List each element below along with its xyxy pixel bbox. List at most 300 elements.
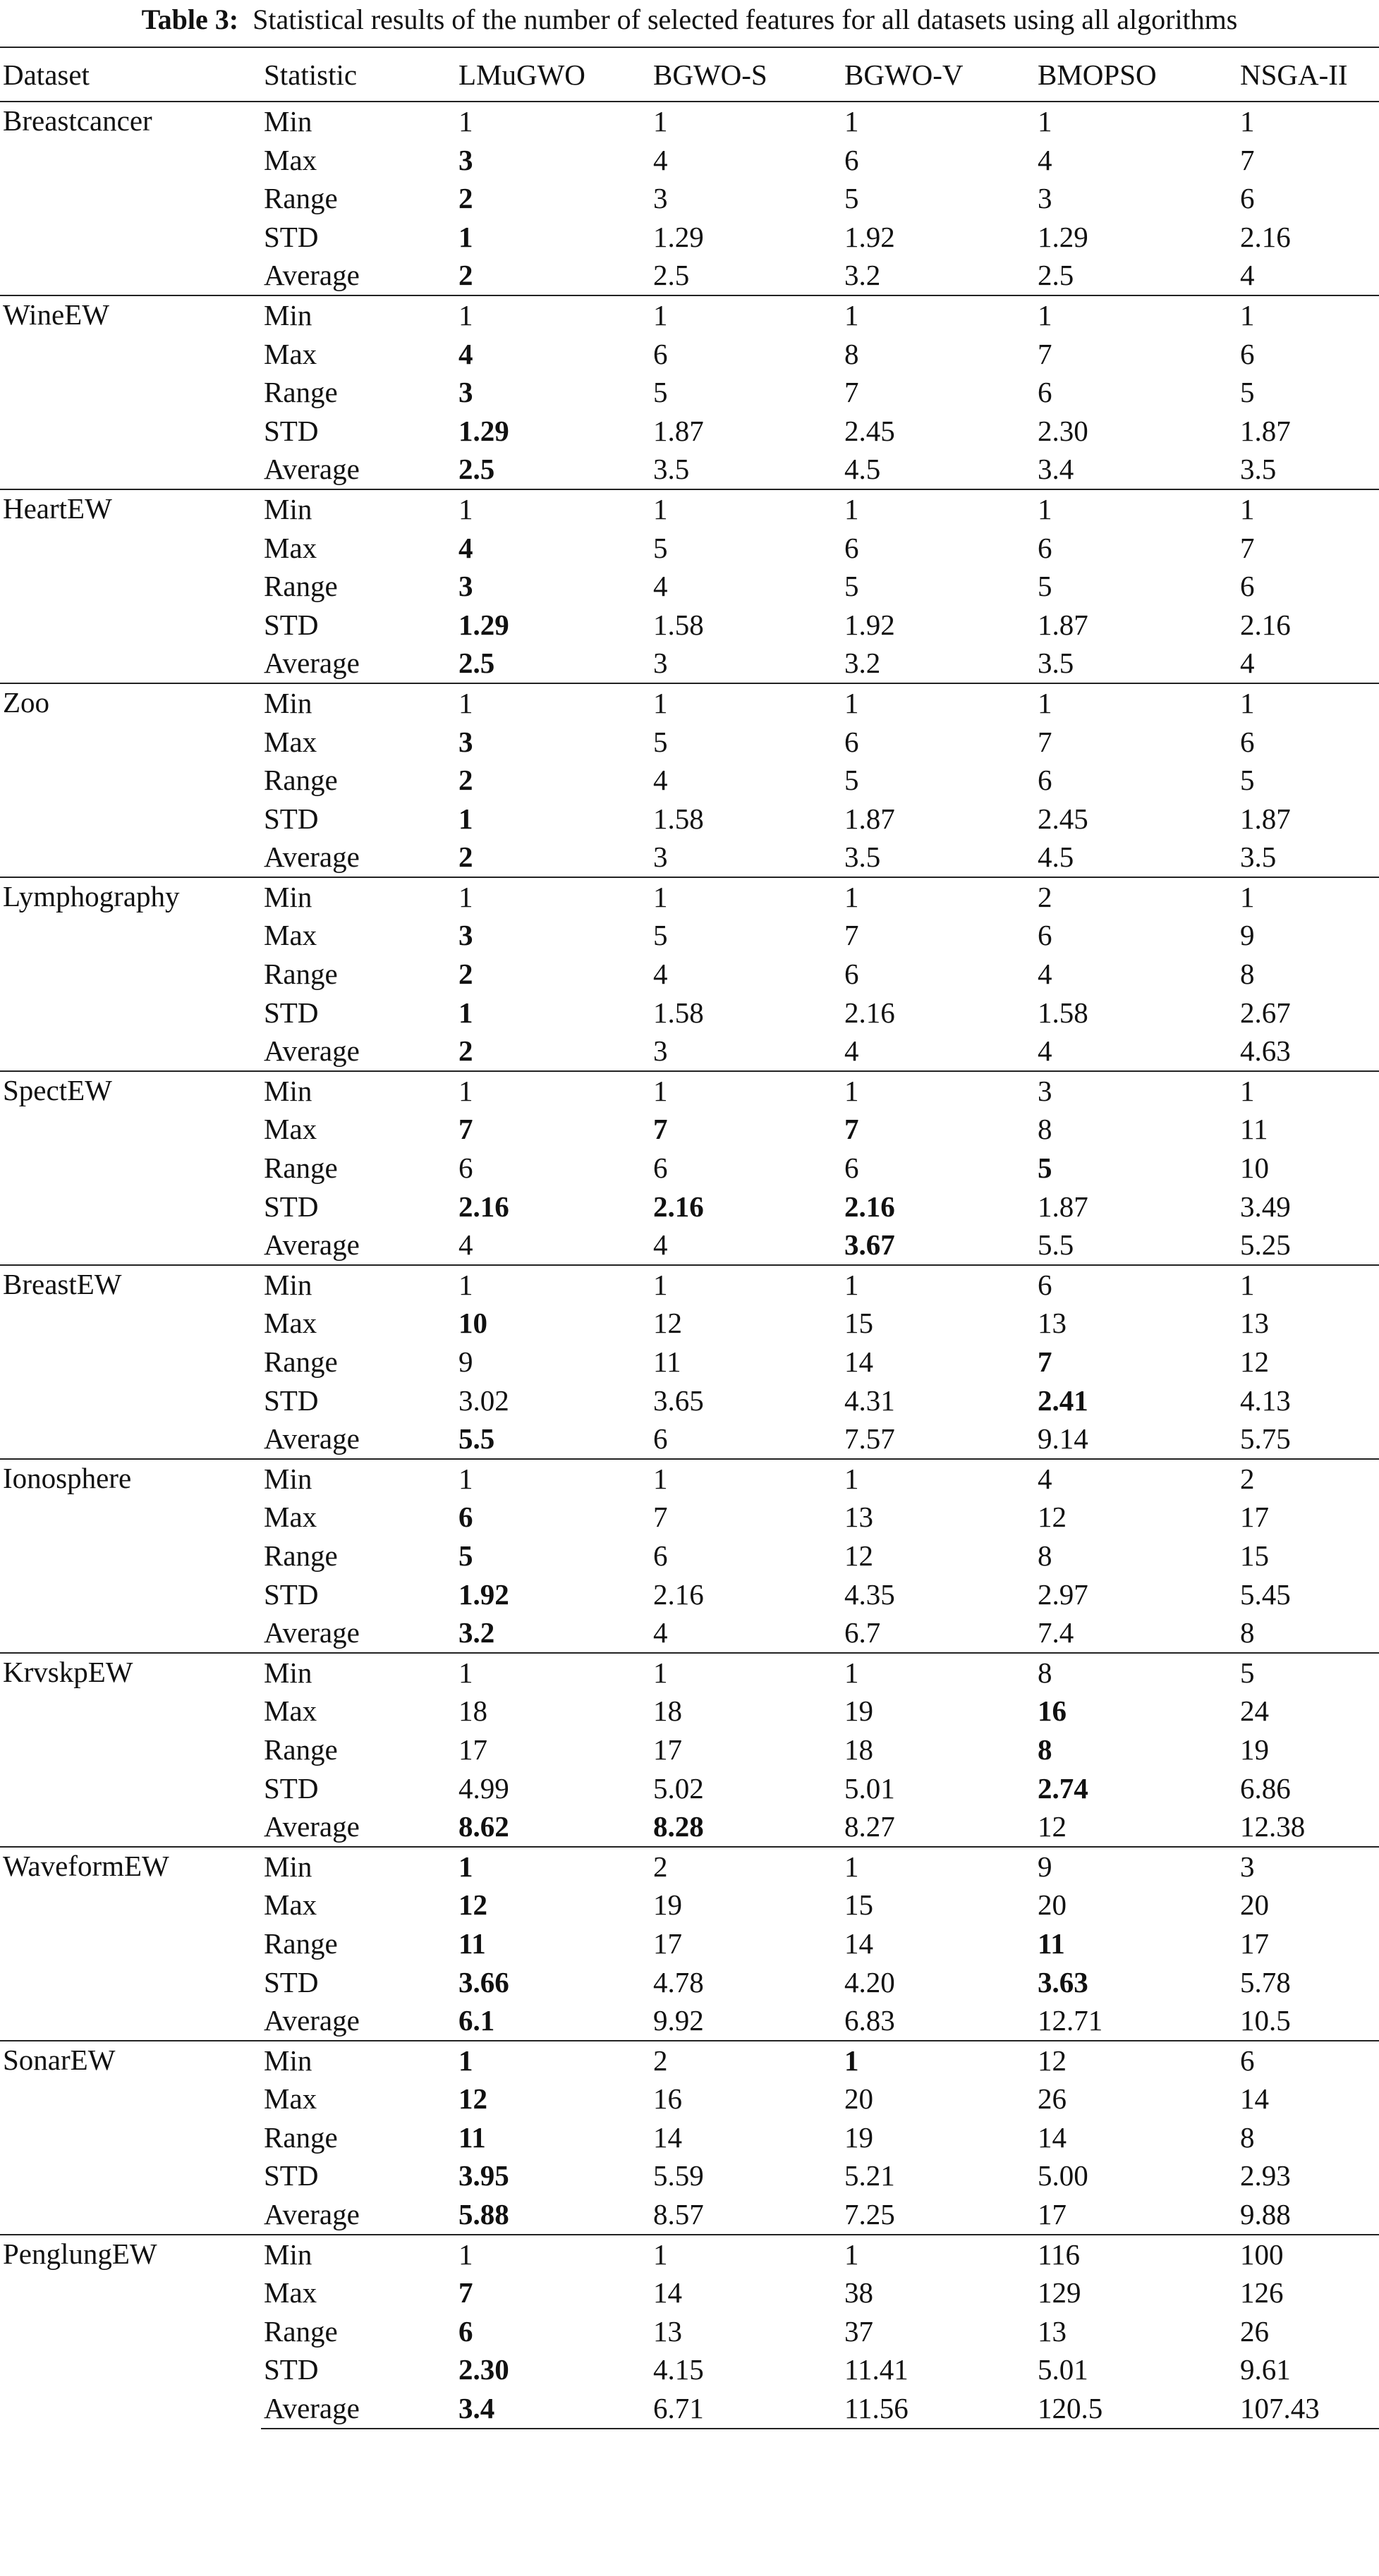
value-cell: 3 <box>653 182 668 215</box>
value-cell: 7.25 <box>842 2195 1035 2235</box>
value-cell: 3.66 <box>458 1965 509 1998</box>
value-cell: 1 <box>456 2235 650 2274</box>
value-cell: 1 <box>1237 1071 1379 1111</box>
statistic-cell: Average <box>261 1613 456 1653</box>
value-cell: 6 <box>1240 725 1255 758</box>
statistic-cell: Max <box>264 1695 317 1728</box>
value-cell: 5.01 <box>1038 2353 1088 2386</box>
value-cell: 1 <box>1035 489 1237 529</box>
value-cell: 4 <box>458 337 473 370</box>
value-cell: 12 <box>844 1539 873 1572</box>
value-cell: 1.58 <box>1038 996 1088 1029</box>
value-cell: 10 <box>458 1307 487 1340</box>
value-cell: 6.83 <box>842 2001 1035 2041</box>
value-cell: 5 <box>844 570 859 603</box>
statistic-cell: Max <box>264 531 317 564</box>
value-cell: 3.4 <box>1035 450 1237 489</box>
value-cell: 2.5 <box>456 644 650 683</box>
dataset-cell: HeartEW <box>0 489 261 683</box>
value-cell: 3.4 <box>456 2389 650 2429</box>
value-cell: 2 <box>650 2041 842 2080</box>
statistic-cell: STD <box>264 1190 319 1223</box>
value-cell: 3.2 <box>842 256 1035 295</box>
value-cell: 8.57 <box>650 2195 842 2235</box>
dataset-cell: PenglungEW <box>0 2235 261 2429</box>
dataset-cell: Ionosphere <box>0 1459 261 1653</box>
value-cell: 9.88 <box>1237 2195 1379 2235</box>
value-cell: 5.88 <box>456 2195 650 2235</box>
value-cell: 1.92 <box>844 608 895 641</box>
statistic-cell: Min <box>261 1653 456 1692</box>
value-cell: 1 <box>1035 683 1237 723</box>
statistic-cell: Max <box>264 337 317 370</box>
statistic-cell: STD <box>264 220 319 253</box>
value-cell: 126 <box>1240 2276 1284 2309</box>
value-cell: 2.97 <box>1038 1577 1088 1611</box>
value-cell: 12 <box>458 2082 487 2116</box>
value-cell: 6 <box>1038 531 1052 564</box>
value-cell: 13 <box>1240 1307 1269 1340</box>
value-cell: 1 <box>1237 295 1379 335</box>
dataset-cell: BreastEW <box>0 1265 261 1459</box>
value-cell: 4 <box>1237 644 1379 683</box>
value-cell: 16 <box>1038 1695 1067 1728</box>
dataset-cell: SpectEW <box>0 1071 261 1265</box>
value-cell: 1 <box>650 1071 842 1111</box>
value-cell: 1 <box>842 489 1035 529</box>
value-cell: 5 <box>844 764 859 797</box>
value-cell: 8 <box>1035 1653 1237 1692</box>
value-cell: 14 <box>1240 2082 1269 2116</box>
value-cell: 2.16 <box>653 1190 704 1223</box>
header-bgwo-s: BGWO-S <box>650 47 842 102</box>
value-cell: 1 <box>842 683 1035 723</box>
value-cell: 4.78 <box>653 1965 704 1998</box>
value-cell: 1 <box>456 877 650 917</box>
value-cell: 2.16 <box>844 996 895 1029</box>
table-row <box>0 877 1379 917</box>
value-cell: 2 <box>650 1847 842 1886</box>
value-cell: 3.02 <box>458 1384 509 1417</box>
value-cell: 15 <box>844 1307 873 1340</box>
value-cell: 3 <box>458 919 473 952</box>
header-lmugwo: LMuGWO <box>456 47 650 102</box>
dataset-cell: WineEW <box>0 295 261 489</box>
value-cell: 1.29 <box>458 608 509 641</box>
value-cell: 1 <box>1237 489 1379 529</box>
value-cell: 1 <box>842 1847 1035 1886</box>
statistic-cell: Average <box>261 1226 456 1265</box>
value-cell: 5 <box>1240 764 1255 797</box>
table-row <box>0 1653 1379 1692</box>
statistic-cell: Min <box>261 877 456 917</box>
value-cell: 1.29 <box>458 414 509 447</box>
value-cell: 2.93 <box>1240 2159 1291 2192</box>
value-cell: 1 <box>1035 102 1237 141</box>
value-cell: 18 <box>458 1695 487 1728</box>
value-cell: 6 <box>458 1152 473 1185</box>
value-cell: 1 <box>458 220 473 253</box>
value-cell: 8.62 <box>456 1807 650 1847</box>
value-cell: 24 <box>1240 1695 1269 1728</box>
table-row <box>0 2235 1379 2274</box>
statistic-cell: Average <box>261 2389 456 2429</box>
value-cell: 6 <box>650 1420 842 1459</box>
value-cell: 4 <box>653 958 668 991</box>
value-cell: 5.00 <box>1038 2159 1088 2192</box>
value-cell: 3.65 <box>653 1384 704 1417</box>
statistic-cell: Max <box>264 2276 317 2309</box>
value-cell: 116 <box>1035 2235 1237 2274</box>
table-row <box>0 1265 1379 1305</box>
value-cell: 5.21 <box>844 2159 895 2192</box>
value-cell: 3 <box>650 838 842 877</box>
value-cell: 9 <box>1035 1847 1237 1886</box>
value-cell: 14 <box>844 1927 873 1960</box>
value-cell: 2.30 <box>458 2353 509 2386</box>
value-cell: 6.86 <box>1240 1771 1291 1805</box>
value-cell: 6 <box>1240 337 1255 370</box>
value-cell: 2.74 <box>1038 1771 1088 1805</box>
value-cell: 1 <box>1237 877 1379 917</box>
value-cell: 1 <box>1237 102 1379 141</box>
value-cell: 4.35 <box>844 1577 895 1611</box>
value-cell: 7 <box>653 1501 668 1534</box>
statistic-cell: STD <box>264 996 319 1029</box>
statistic-cell: STD <box>264 1577 319 1611</box>
value-cell: 17 <box>1035 2195 1237 2235</box>
table-row <box>0 2041 1379 2080</box>
value-cell: 1 <box>456 1459 650 1498</box>
value-cell: 1 <box>456 1071 650 1111</box>
value-cell: 38 <box>844 2276 873 2309</box>
statistic-cell: Min <box>261 683 456 723</box>
value-cell: 6 <box>1038 919 1052 952</box>
value-cell: 4.20 <box>844 1965 895 1998</box>
value-cell: 11 <box>1038 1927 1065 1960</box>
statistic-cell: Average <box>261 1807 456 1847</box>
value-cell: 7 <box>844 919 859 952</box>
value-cell: 2.41 <box>1038 1384 1088 1417</box>
value-cell: 12 <box>458 1888 487 1922</box>
value-cell: 9.92 <box>650 2001 842 2041</box>
statistic-cell: Range <box>264 570 338 603</box>
value-cell: 6.1 <box>456 2001 650 2041</box>
statistic-cell: Average <box>261 1032 456 1071</box>
header-nsga-ii: NSGA-II <box>1237 47 1379 102</box>
value-cell: 3.2 <box>842 644 1035 683</box>
value-cell: 12.38 <box>1237 1807 1379 1847</box>
value-cell: 8 <box>1240 958 1255 991</box>
value-cell: 2 <box>458 764 473 797</box>
value-cell: 8 <box>1038 1539 1052 1572</box>
statistic-cell: Average <box>261 256 456 295</box>
value-cell: 1 <box>650 102 842 141</box>
value-cell: 1 <box>650 2235 842 2274</box>
value-cell: 1 <box>456 1847 650 1886</box>
value-cell: 6 <box>653 1539 668 1572</box>
value-cell: 7 <box>844 1113 859 1146</box>
statistic-cell: Range <box>264 1927 338 1960</box>
value-cell: 4 <box>456 1226 650 1265</box>
table-body <box>0 102 1379 2429</box>
table-row <box>0 1459 1379 1498</box>
value-cell: 11.41 <box>844 2353 909 2386</box>
statistic-cell: Max <box>264 1501 317 1534</box>
value-cell: 129 <box>1038 2276 1081 2309</box>
statistic-cell: Min <box>261 489 456 529</box>
value-cell: 6 <box>653 337 668 370</box>
value-cell: 9.14 <box>1035 1420 1237 1459</box>
statistic-cell: Min <box>261 2041 456 2080</box>
value-cell: 5 <box>844 182 859 215</box>
value-cell: 1.58 <box>653 608 704 641</box>
table-header <box>0 47 1379 102</box>
value-cell: 8 <box>844 337 859 370</box>
value-cell: 3.2 <box>456 1613 650 1653</box>
value-cell: 17 <box>1240 1927 1269 1960</box>
statistic-cell: Max <box>264 143 317 176</box>
value-cell: 5 <box>653 531 668 564</box>
value-cell: 107.43 <box>1237 2389 1379 2429</box>
value-cell: 8 <box>1237 1613 1379 1653</box>
value-cell: 1 <box>842 2235 1035 2274</box>
table-row <box>0 1071 1379 1111</box>
value-cell: 3.5 <box>1237 450 1379 489</box>
dataset-cell: KrvskpEW <box>0 1653 261 1847</box>
dataset-cell: Breastcancer <box>0 102 261 295</box>
value-cell: 18 <box>653 1695 682 1728</box>
value-cell: 4.31 <box>844 1384 895 1417</box>
statistic-cell: Range <box>264 376 338 409</box>
value-cell: 1 <box>842 2041 1035 2080</box>
statistic-cell: Range <box>264 2120 338 2154</box>
value-cell: 5.5 <box>456 1420 650 1459</box>
value-cell: 1 <box>650 489 842 529</box>
value-cell: 2.45 <box>1038 802 1088 835</box>
value-cell: 2.5 <box>650 256 842 295</box>
value-cell: 17 <box>458 1733 487 1766</box>
statistic-cell: Min <box>261 1071 456 1111</box>
statistic-cell: STD <box>264 1771 319 1805</box>
value-cell: 1.87 <box>1240 414 1291 447</box>
value-cell: 7 <box>458 2276 473 2309</box>
value-cell: 4 <box>653 764 668 797</box>
value-cell: 6 <box>1038 764 1052 797</box>
value-cell: 7.57 <box>842 1420 1035 1459</box>
value-cell: 6 <box>1240 570 1255 603</box>
statistic-cell: Max <box>264 1113 317 1146</box>
statistic-cell: Range <box>264 182 338 215</box>
dataset-cell: Lymphography <box>0 877 261 1071</box>
value-cell: 3 <box>650 1032 842 1071</box>
value-cell: 2 <box>458 958 473 991</box>
value-cell: 2.30 <box>1038 414 1088 447</box>
value-cell: 4 <box>650 1613 842 1653</box>
value-cell: 19 <box>653 1888 682 1922</box>
statistic-cell: Max <box>264 725 317 758</box>
value-cell: 5 <box>1038 1152 1052 1185</box>
value-cell: 2.16 <box>844 1190 895 1223</box>
value-cell: 11 <box>1240 1113 1268 1146</box>
value-cell: 3 <box>458 376 473 409</box>
value-cell: 1 <box>842 1459 1035 1498</box>
value-cell: 1 <box>650 683 842 723</box>
value-cell: 14 <box>653 2276 682 2309</box>
table-row <box>0 683 1379 723</box>
statistic-cell: Average <box>261 1420 456 1459</box>
value-cell: 6 <box>844 1152 859 1185</box>
value-cell: 37 <box>844 2314 873 2348</box>
value-cell: 4 <box>653 570 668 603</box>
value-cell: 6 <box>1237 2041 1379 2080</box>
value-cell: 1.87 <box>1038 608 1088 641</box>
table-row <box>0 295 1379 335</box>
header-bgwo-v: BGWO-V <box>842 47 1035 102</box>
value-cell: 7 <box>1038 337 1052 370</box>
value-cell: 5 <box>458 1539 473 1572</box>
value-cell: 8.27 <box>842 1807 1035 1847</box>
statistic-cell: Min <box>261 102 456 141</box>
value-cell: 6 <box>1035 1265 1237 1305</box>
statistic-cell: Min <box>261 2235 456 2274</box>
statistic-cell: Max <box>264 2082 317 2116</box>
value-cell: 1 <box>650 1459 842 1498</box>
dataset-cell: WaveformEW <box>0 1847 261 2041</box>
value-cell: 17 <box>1240 1501 1269 1534</box>
value-cell: 6.71 <box>650 2389 842 2429</box>
value-cell: 5 <box>1038 570 1052 603</box>
value-cell: 7 <box>1240 143 1255 176</box>
value-cell: 3 <box>458 725 473 758</box>
value-cell: 2 <box>456 256 650 295</box>
value-cell: 1 <box>842 102 1035 141</box>
value-cell: 6 <box>458 2314 473 2348</box>
value-cell: 19 <box>844 1695 873 1728</box>
value-cell: 1 <box>842 877 1035 917</box>
value-cell: 1.58 <box>653 802 704 835</box>
value-cell: 9 <box>458 1345 473 1378</box>
value-cell: 14 <box>844 1345 873 1378</box>
value-cell: 5.5 <box>1035 1226 1237 1265</box>
table-caption-text: Statistical results of the number of selected features for all datasets using all algorithms <box>253 4 1238 35</box>
statistic-cell: Range <box>264 1345 338 1378</box>
value-cell: 12 <box>1240 1345 1269 1378</box>
statistic-cell: Range <box>264 1152 338 1185</box>
value-cell: 4 <box>1035 1032 1237 1071</box>
table-row <box>0 102 1379 141</box>
value-cell: 7 <box>458 1113 473 1146</box>
value-cell: 2 <box>1237 1459 1379 1498</box>
value-cell: 2.16 <box>1240 608 1291 641</box>
value-cell: 6 <box>844 725 859 758</box>
value-cell: 1 <box>456 2041 650 2080</box>
value-cell: 4 <box>1038 958 1052 991</box>
value-cell: 4 <box>653 143 668 176</box>
statistic-cell: Range <box>264 2314 338 2348</box>
value-cell: 13 <box>1038 2314 1067 2348</box>
statistic-cell: STD <box>264 608 319 641</box>
value-cell: 19 <box>1240 1733 1269 1766</box>
statistic-cell: Min <box>261 295 456 335</box>
value-cell: 17 <box>653 1927 682 1960</box>
value-cell: 5.75 <box>1237 1420 1379 1459</box>
value-cell: 4 <box>842 1032 1035 1071</box>
value-cell: 19 <box>844 2120 873 2154</box>
value-cell: 1.92 <box>844 220 895 253</box>
value-cell: 7 <box>844 376 859 409</box>
statistic-cell: Max <box>264 1888 317 1922</box>
table-caption <box>0 0 1379 47</box>
value-cell: 6 <box>844 531 859 564</box>
table-caption-label: Table 3: <box>141 4 239 35</box>
statistic-cell: Min <box>261 1459 456 1498</box>
value-cell: 2.67 <box>1240 996 1291 1029</box>
value-cell: 4.63 <box>1237 1032 1379 1071</box>
results-table <box>0 47 1379 2429</box>
value-cell: 14 <box>653 2120 682 2154</box>
value-cell: 1 <box>650 877 842 917</box>
value-cell: 5.59 <box>653 2159 704 2192</box>
statistic-cell: STD <box>264 2353 319 2386</box>
value-cell: 14 <box>1038 2120 1067 2154</box>
value-cell: 4.5 <box>1035 838 1237 877</box>
value-cell: 3 <box>458 570 473 603</box>
value-cell: 1 <box>842 1653 1035 1692</box>
value-cell: 1 <box>842 1071 1035 1111</box>
value-cell: 5.02 <box>653 1771 704 1805</box>
value-cell: 4 <box>1035 1459 1237 1498</box>
statistic-cell: Max <box>264 919 317 952</box>
value-cell: 2 <box>1035 877 1237 917</box>
value-cell: 15 <box>844 1888 873 1922</box>
value-cell: 8 <box>1240 2120 1255 2154</box>
value-cell: 2.16 <box>1240 220 1291 253</box>
value-cell: 2 <box>458 182 473 215</box>
value-cell: 1.58 <box>653 996 704 1029</box>
value-cell: 4 <box>1038 143 1052 176</box>
value-cell: 6 <box>844 143 859 176</box>
statistic-cell: STD <box>264 802 319 835</box>
value-cell: 3 <box>1038 182 1052 215</box>
value-cell: 9.61 <box>1240 2353 1291 2386</box>
value-cell: 3.5 <box>1035 644 1237 683</box>
value-cell: 7 <box>1240 531 1255 564</box>
value-cell: 1.92 <box>458 1577 509 1611</box>
value-cell: 20 <box>1038 1888 1067 1922</box>
statistic-cell: STD <box>264 1384 319 1417</box>
value-cell: 1 <box>1237 683 1379 723</box>
value-cell: 17 <box>653 1733 682 1766</box>
statistic-cell: Average <box>261 450 456 489</box>
value-cell: 13 <box>844 1501 873 1534</box>
value-cell: 11.56 <box>842 2389 1035 2429</box>
statistic-cell: Average <box>261 2195 456 2235</box>
value-cell: 6.7 <box>842 1613 1035 1653</box>
value-cell: 4 <box>650 1226 842 1265</box>
value-cell: 3.49 <box>1240 1190 1291 1223</box>
statistic-cell: Average <box>261 2001 456 2041</box>
value-cell: 1 <box>650 1653 842 1692</box>
value-cell: 12 <box>653 1307 682 1340</box>
value-cell: 5 <box>1240 376 1255 409</box>
value-cell: 11 <box>458 1927 486 1960</box>
value-cell: 10 <box>1240 1152 1269 1185</box>
statistic-cell: Min <box>261 1847 456 1886</box>
value-cell: 1.29 <box>1038 220 1088 253</box>
value-cell: 3.63 <box>1038 1965 1088 1998</box>
value-cell: 2.5 <box>1035 256 1237 295</box>
